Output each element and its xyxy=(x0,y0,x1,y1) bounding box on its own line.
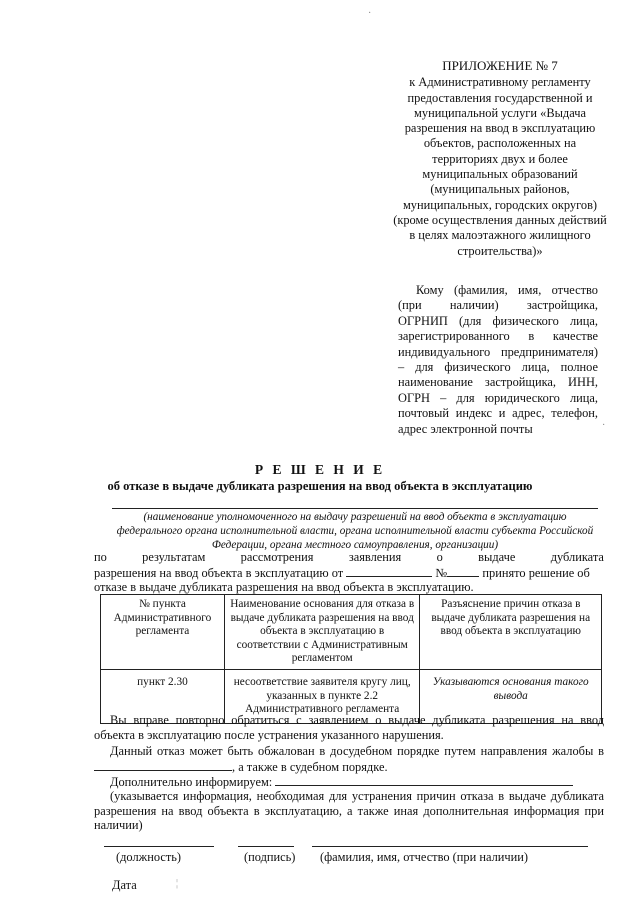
intro-word: результатам xyxy=(142,550,206,564)
intro-word: о xyxy=(436,550,443,564)
additional-label: Дополнительно информируем: xyxy=(110,775,273,789)
name-line xyxy=(312,846,588,847)
appendix-text: к Административному регламенту предоставления государственной и муниципальной услуги «Выдача разрешения на ввод в эксплуатацию объектов, расположенных на территориях двух и более муниципальных образований (муниципальных районов, муниципальных, городских округов) (кроме осуществления данных действий в целях малоэтажного жилищного строительства)» xyxy=(393,75,607,258)
scan-speck: · xyxy=(602,420,606,431)
signature-line xyxy=(238,846,294,847)
addressee-text: Кому (фамилия, имя, отчество (при наличии) застройщика, ОГРНИП (для физического лица, зарегистрированного в качестве индивидуального предпринимателя) – для физического лица, полное наименование застройщика, ИНН, ОГРН – для юридического лица, почтовый индекс и адрес, телефон, адрес электронной почты xyxy=(398,283,598,436)
signature-label: (подпись) xyxy=(244,850,296,864)
intro-word: выдаче xyxy=(478,550,516,564)
intro-word: по xyxy=(94,550,107,564)
addressee-block xyxy=(398,283,598,437)
scan-speck: · xyxy=(368,8,372,19)
intro-line-3: отказе в выдаче дубликата разрешения на ввод объекта в эксплуатацию. xyxy=(94,580,474,594)
table-header-cell: № пункта Административного регламента xyxy=(101,595,225,670)
repeat-paragraph: Вы вправе повторно обратиться с заявлением о выдаче дубликата разрешения на ввод объекта в эксплуатацию после устранения указанного нарушения. xyxy=(94,713,604,742)
table-header-cell: Разъяснение причин отказа в выдаче дубликата разрешения на ввод объекта в эксплуатацию xyxy=(420,595,602,670)
number-blank[interactable] xyxy=(447,565,479,577)
additional-hint: (указывается информация, необходимая для устранения причин отказа в выдаче дубликата разрешения на ввод объекта в эксплуатацию, а также иная дополнительная информация при наличии) xyxy=(94,789,604,832)
appendix-title: ПРИЛОЖЕНИЕ № 7 xyxy=(442,58,558,73)
intro-word: рассмотрения xyxy=(240,550,314,564)
name-label: (фамилия, имя, отчество (при наличии) xyxy=(320,850,529,864)
decision-title: Р Е Ш Е Н И Е xyxy=(254,462,386,477)
table-cell-point: пункт 2.30 xyxy=(101,669,225,723)
appeal-authority-blank[interactable] xyxy=(94,759,232,771)
position-line xyxy=(104,846,214,847)
additional-blank[interactable] xyxy=(275,774,573,786)
additional-line xyxy=(94,774,604,790)
intro-word: заявления xyxy=(348,550,402,564)
table-header-cell: Наименование основания для отказа в выдаче дубликата разрешения на ввод объекта в эксплуатацию в соответствии с Административным регламентом xyxy=(224,595,420,670)
intro-line-1 xyxy=(94,550,604,565)
date-label: Дата xyxy=(112,878,137,892)
scan-mark: ¦ xyxy=(176,878,179,889)
intro-paragraph xyxy=(94,550,604,595)
authority-underline xyxy=(112,508,598,509)
date-blank[interactable] xyxy=(346,565,432,577)
intro-line-2: разрешения на ввод объекта в эксплуатацию от № принято решение об xyxy=(94,565,590,580)
reasons-table xyxy=(100,594,602,724)
appeal-paragraph: Данный отказ может быть обжалован в досудебном порядке путем направления жалобы в , а также в судебном порядке. xyxy=(94,744,604,774)
table-header-row xyxy=(101,595,602,670)
table-cell-explanation: Указываются основания такого вывода xyxy=(420,669,602,723)
decision-subtitle: об отказе в выдаче дубликата разрешения на ввод объекта в эксплуатацию xyxy=(107,479,533,493)
intro-word: дубликата xyxy=(550,550,604,564)
appendix-block xyxy=(390,58,610,259)
position-label: (должность) xyxy=(116,850,182,864)
table-cell-basis: несоответствие заявителя кругу лиц, указанных в пункте 2.2 Административного регламента xyxy=(224,669,420,723)
authority-hint: (наименование уполномоченного на выдачу разрешений на ввод объекта в эксплуатацию федерального органа исполнительной власти, органа исполнительной власти субъекта Российской Федерации, органа местного самоуправления, организации) xyxy=(116,511,594,551)
